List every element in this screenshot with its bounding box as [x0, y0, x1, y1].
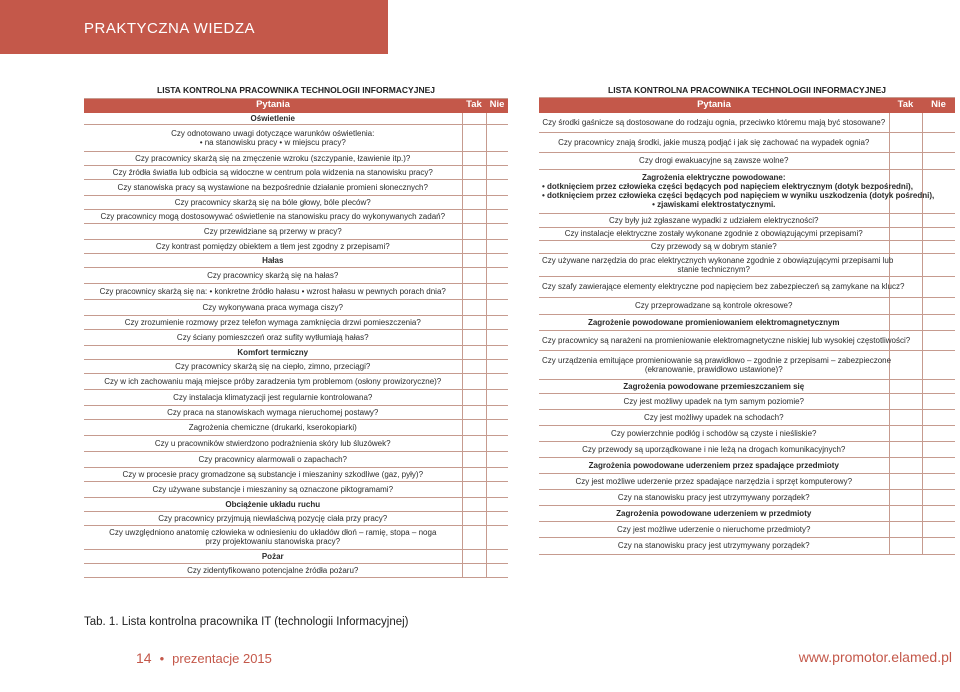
question-text: [539, 393, 889, 409]
section-heading: [539, 505, 889, 521]
question-row: [84, 525, 508, 549]
answer-yes-cell[interactable]: [889, 393, 922, 409]
question-line: Zagrożenie powodowane promieniowaniem elektromagnetycznym: [587, 317, 840, 327]
question-text: [539, 330, 911, 350]
answer-no-cell[interactable]: [486, 405, 508, 419]
question-text: [84, 209, 462, 223]
answer-yes-cell[interactable]: [889, 240, 922, 253]
answer-no-cell[interactable]: [486, 253, 508, 267]
answer-no-cell[interactable]: [922, 297, 955, 314]
question-row: [84, 165, 508, 179]
footer-bullet: •: [159, 651, 165, 666]
question-text: [539, 276, 905, 297]
answer-no-cell[interactable]: [486, 112, 508, 124]
section-row: [84, 253, 508, 267]
question-row: [84, 239, 508, 253]
answer-yes-cell[interactable]: [462, 165, 486, 179]
question-row: [84, 315, 508, 329]
answer-yes-cell[interactable]: [462, 525, 486, 549]
question-row: [84, 151, 508, 165]
question-text: [539, 537, 889, 554]
question-row: [539, 393, 955, 409]
question-text: [539, 132, 889, 152]
question-line: Zagrożenia elektryczne powodowane:: [641, 173, 786, 182]
publication-name: prezentacje 2015: [172, 651, 272, 666]
question-row: [84, 329, 508, 345]
question-text: [84, 525, 462, 549]
question-row: [84, 195, 508, 209]
question-line: Zagrożenia powodowane przemieszczaniem się: [623, 381, 805, 391]
question-line: • zjawiskami elektrostatycznymi.: [652, 200, 776, 209]
question-row: [539, 240, 955, 253]
table-title-row: [539, 84, 955, 97]
question-row: [84, 373, 508, 389]
question-line: Czy urządzenia emitujące promieniowanie są prawidłowo – zgodnie z przepisami – zabezpieczone: [542, 355, 892, 365]
question-line: Czy powierzchnie podłóg i schodów są czyste i nieśliskie?: [611, 428, 817, 438]
answer-no-cell[interactable]: [486, 511, 508, 525]
question-row: [84, 451, 508, 467]
question-line: Czy przewody są uporządkowane i nie leżą na drogach komunikacyjnych?: [582, 444, 846, 454]
question-row: [539, 297, 955, 314]
section-heading: [539, 169, 935, 213]
answer-yes-cell[interactable]: [462, 435, 486, 451]
answer-yes-cell[interactable]: [462, 124, 486, 151]
question-line: Czy przewody są w dobrym stanie?: [650, 242, 777, 251]
answer-yes-cell[interactable]: [462, 253, 486, 267]
question-row: [84, 299, 508, 315]
answer-yes-cell[interactable]: [462, 299, 486, 315]
answer-no-cell[interactable]: [922, 227, 955, 240]
answer-yes-cell[interactable]: [462, 267, 486, 283]
question-text: [539, 297, 889, 314]
checklist-table-left: [84, 84, 508, 578]
question-row: [539, 425, 955, 441]
question-text: [539, 425, 889, 441]
question-text: [84, 151, 462, 165]
answer-no-cell[interactable]: [922, 537, 955, 554]
question-text: [84, 124, 462, 151]
question-row: [84, 267, 508, 283]
question-line: Czy źródła światła lub odbicia są widoczne w centrum pola widzenia na stanowisku pracy?: [112, 167, 433, 177]
question-text: [84, 451, 462, 467]
section-heading: [84, 345, 462, 359]
question-row: [84, 179, 508, 195]
question-line: • na stanowisku pracy • w miejscu pracy?: [199, 137, 346, 147]
question-text: [84, 511, 462, 525]
question-row: [84, 389, 508, 405]
question-row: [84, 124, 508, 151]
question-line: Czy u pracowników stwierdzono podrażnienia skóry lub śluzówek?: [154, 438, 391, 448]
question-line: Czy w procesie pracy gromadzone są substancje i mieszaniny szkodliwe (gaz, pyły)?: [122, 469, 424, 479]
question-line: Czy na stanowisku pracy jest utrzymywany porządek?: [617, 492, 810, 502]
question-text: [539, 350, 892, 379]
answer-yes-cell[interactable]: [462, 419, 486, 435]
answer-no-cell[interactable]: [486, 497, 508, 511]
question-text: [84, 283, 462, 299]
answer-yes-cell[interactable]: [462, 112, 486, 124]
question-line: Czy stanowiska pracy są wystawione na bezpośrednie działanie promieni słonecznych?: [117, 182, 428, 192]
question-line: Czy pracownicy skarżą się na: • konkretne źródło hałasu • wzrost hałasu w pewnych porach dnia?: [99, 286, 446, 296]
question-text: [84, 329, 462, 345]
question-text: [84, 419, 462, 435]
answer-yes-cell[interactable]: [462, 497, 486, 511]
answer-yes-cell[interactable]: [889, 152, 922, 169]
answer-no-cell[interactable]: [486, 329, 508, 345]
answer-no-cell[interactable]: [922, 473, 955, 489]
question-row: [84, 467, 508, 481]
question-line: Czy pracownicy znają środki, jakie muszą podjąć i jak się zachować na wypadek ognia?: [558, 137, 870, 147]
answer-yes-cell[interactable]: [462, 223, 486, 239]
section-row: [539, 457, 955, 473]
question-text: [539, 489, 889, 505]
table-header-row: [84, 98, 508, 112]
answer-no-cell[interactable]: [486, 451, 508, 467]
question-line: Czy pracownicy skarżą się na hałas?: [207, 270, 339, 280]
section-heading: [539, 314, 889, 330]
table-caption: Tab. 1. Lista kontrolna pracownika IT (technologii Informacyjnej): [84, 616, 409, 628]
question-text: [539, 253, 894, 276]
column-header-no: Nie: [486, 98, 508, 112]
section-title: PRAKTYCZNA WIEDZA: [84, 20, 256, 37]
section-heading: [539, 457, 889, 473]
question-row: [84, 563, 508, 577]
question-line: Czy pracownicy są narażeni na promieniowanie elektromagnetyczne niskiej lub wysokiej częstotliwości?: [542, 335, 911, 345]
question-line: • dotknięciem przez człowieka części będących pod napięciem w wyniku uszkodzenia (dotyk pośredni),: [542, 191, 935, 200]
question-line: Czy pracownicy przyjmują niewłaściwą pozycję ciała przy pracy?: [158, 513, 388, 523]
question-text: [84, 373, 462, 389]
question-line: Zagrożenia powodowane uderzeniem przez spadające przedmioty: [588, 460, 839, 470]
question-line: Czy drogi ewakuacyjne są zawsze wolne?: [639, 156, 789, 165]
answer-no-cell[interactable]: [922, 379, 955, 393]
page-footer: [136, 650, 272, 666]
answer-yes-cell[interactable]: [462, 315, 486, 329]
question-row: [539, 152, 955, 169]
table-title: LISTA KONTROLNA PRACOWNIKA TECHNOLOGII INFORMACYJNEJ: [84, 84, 508, 98]
question-line: Czy pracownicy skarżą się na zmęczenie wzroku (szczypanie, łzawienie itp.)?: [135, 153, 411, 163]
question-line: Czy używane substancje i mieszaniny są oznaczone piktogramami?: [152, 484, 394, 494]
question-text: [539, 213, 889, 227]
answer-yes-cell[interactable]: [889, 537, 922, 554]
answer-no-cell[interactable]: [486, 179, 508, 195]
question-line: stanie technicznym?: [677, 264, 750, 274]
answer-no-cell[interactable]: [486, 359, 508, 373]
answer-no-cell[interactable]: [922, 314, 955, 330]
answer-no-cell[interactable]: [486, 419, 508, 435]
question-line: Czy w ich zachowaniu mają miejsce próby zaradzenia tym problemom (osłony prowizoryczne)?: [104, 376, 442, 386]
answer-no-cell[interactable]: [922, 350, 955, 379]
answer-no-cell[interactable]: [922, 276, 955, 297]
question-line: Czy pracownicy alarmowali o zapachach?: [198, 454, 347, 464]
section-row: [84, 549, 508, 563]
answer-no-cell[interactable]: [922, 240, 955, 253]
question-text: [84, 563, 462, 577]
answer-yes-cell[interactable]: [889, 457, 922, 473]
question-row: [539, 112, 955, 132]
answer-no-cell[interactable]: [486, 267, 508, 283]
question-row: [539, 350, 955, 379]
section-row: [84, 497, 508, 511]
answer-no-cell[interactable]: [486, 124, 508, 151]
website-url[interactable]: www.promotor.elamed.pl: [798, 649, 952, 665]
answer-yes-cell[interactable]: [889, 253, 922, 276]
answer-yes-cell[interactable]: [462, 467, 486, 481]
question-line: przy projektowaniu stanowiska pracy?: [205, 537, 341, 546]
question-text: [539, 441, 889, 457]
section-heading: [539, 379, 889, 393]
question-line: Czy wykonywana praca wymaga ciszy?: [202, 302, 343, 312]
question-row: [539, 276, 955, 297]
question-row: [539, 473, 955, 489]
question-line: Czy uwzględniono anatomię człowieka w odniesieniu do układów dłoń – ramię, stopa – noga: [109, 528, 437, 537]
question-row: [84, 419, 508, 435]
answer-yes-cell[interactable]: [889, 314, 922, 330]
answer-yes-cell[interactable]: [889, 505, 922, 521]
question-line: Czy kontrast pomiędzy obiektem a tłem jest zgodny z przepisami?: [155, 241, 390, 251]
answer-no-cell[interactable]: [922, 152, 955, 169]
answer-no-cell[interactable]: [486, 373, 508, 389]
answer-no-cell[interactable]: [922, 253, 955, 276]
question-line: Czy pracownicy mogą dostosowywać oświetlenie na stanowisku pracy do wykonywanych zadań?: [100, 211, 446, 221]
answer-no-cell[interactable]: [486, 239, 508, 253]
answer-no-cell[interactable]: [486, 563, 508, 577]
table-title: LISTA KONTROLNA PRACOWNIKA TECHNOLOGII INFORMACYJNEJ: [539, 84, 955, 97]
question-line: Czy pracownicy skarżą się na bóle głowy, bóle pleców?: [174, 197, 371, 207]
answer-no-cell[interactable]: [922, 489, 955, 505]
answer-no-cell[interactable]: [922, 112, 955, 132]
section-row: [539, 314, 955, 330]
question-row: [84, 481, 508, 497]
question-line: Czy instalacja klimatyzacji jest regularnie kontrolowana?: [173, 392, 373, 402]
answer-yes-cell[interactable]: [889, 425, 922, 441]
question-text: [84, 481, 462, 497]
question-text: [84, 223, 462, 239]
section-heading: [84, 497, 462, 511]
answer-no-cell[interactable]: [486, 481, 508, 497]
question-line: Czy instalacje elektryczne zostały wykonane zgodnie z obowiązującymi przepisami?: [564, 229, 863, 238]
question-text: [539, 240, 889, 253]
section-row: [84, 112, 508, 124]
question-text: [84, 315, 462, 329]
answer-yes-cell[interactable]: [889, 350, 922, 379]
question-row: [84, 283, 508, 299]
question-text: [539, 409, 889, 425]
question-text: [84, 267, 462, 283]
answer-no-cell[interactable]: [922, 457, 955, 473]
question-line: Czy jest możliwe uderzenie o nieruchome przedmioty?: [617, 524, 811, 534]
column-header-yes: Tak: [462, 98, 486, 112]
answer-yes-cell[interactable]: [462, 549, 486, 563]
answer-yes-cell[interactable]: [462, 239, 486, 253]
section-heading: [84, 253, 462, 267]
question-line: Pożar: [261, 551, 284, 561]
question-text: [539, 521, 889, 537]
question-line: Czy przeprowadzane są kontrole okresowe?: [635, 301, 793, 310]
question-line: • dotknięciem przez człowieka części będących pod napięciem elektrycznym (dotyk bezpośredni),: [542, 182, 913, 191]
question-line: Czy zrozumienie rozmowy przez telefon wymaga zamknięcia drzwi pomieszczenia?: [124, 317, 421, 327]
question-line: Zagrożenia chemiczne (drukarki, kserokopiarki): [188, 422, 357, 432]
answer-yes-cell[interactable]: [462, 151, 486, 165]
question-text: [84, 195, 462, 209]
question-line: Zagrożenia powodowane uderzeniem w przedmioty: [616, 508, 812, 518]
question-line: Oświetlenie: [250, 113, 295, 123]
question-text: [84, 467, 462, 481]
question-line: Czy na stanowisku pracy jest utrzymywany porządek?: [617, 541, 810, 550]
answer-yes-cell[interactable]: [462, 511, 486, 525]
answer-no-cell[interactable]: [922, 409, 955, 425]
question-text: [539, 112, 889, 132]
answer-yes-cell[interactable]: [889, 379, 922, 393]
question-line: Czy używane narzędzia do prac elektrycznych wykonane zgodnie z obowiązującymi przepisami lub: [542, 255, 894, 265]
section-heading: [84, 549, 462, 563]
question-line: Czy jest możliwy upadek na tym samym poziomie?: [623, 396, 804, 406]
question-row: [84, 435, 508, 451]
question-line: Czy przewidziane są przerwy w pracy?: [203, 226, 342, 236]
answer-no-cell[interactable]: [922, 521, 955, 537]
table-title-row: [84, 84, 508, 98]
answer-yes-cell[interactable]: [889, 489, 922, 505]
section-row: [539, 505, 955, 521]
answer-no-cell[interactable]: [486, 195, 508, 209]
question-line: Hałas: [262, 255, 284, 265]
answer-yes-cell[interactable]: [462, 209, 486, 223]
answer-no-cell[interactable]: [922, 505, 955, 521]
section-header-bar: [0, 0, 388, 54]
answer-no-cell[interactable]: [486, 165, 508, 179]
question-text: [84, 299, 462, 315]
answer-yes-cell[interactable]: [889, 409, 922, 425]
answer-no-cell[interactable]: [486, 467, 508, 481]
question-line: Czy były już zgłaszane wypadki z udziałem elektryczności?: [609, 215, 819, 225]
question-line: Czy ściany pomieszczeń oraz sufity wytłumiają hałas?: [176, 332, 369, 342]
question-line: Czy praca na stanowiskach wymaga nieruchomej postawy?: [167, 407, 379, 417]
answer-yes-cell[interactable]: [889, 521, 922, 537]
column-header-questions: Pytania: [539, 97, 889, 112]
question-text: [539, 473, 889, 489]
answer-no-cell[interactable]: [486, 209, 508, 223]
question-line: Czy zidentyfikowano potencjalne źródła pożaru?: [187, 565, 359, 575]
question-row: [84, 405, 508, 419]
column-header-yes: Tak: [889, 97, 922, 112]
answer-yes-cell[interactable]: [462, 451, 486, 467]
question-line: Czy jest możliwe uderzenie przez spadające narzędzia i sprzęt komputerowy?: [575, 476, 853, 486]
question-row: [539, 253, 955, 276]
answer-yes-cell[interactable]: [889, 441, 922, 457]
answer-no-cell[interactable]: [922, 441, 955, 457]
answer-yes-cell[interactable]: [889, 297, 922, 314]
answer-yes-cell[interactable]: [462, 329, 486, 345]
answer-no-cell[interactable]: [486, 389, 508, 405]
answer-yes-cell[interactable]: [462, 283, 486, 299]
question-line: Czy pracownicy skarżą się na ciepło, zimno, przeciągi?: [175, 361, 371, 371]
answer-no-cell[interactable]: [486, 151, 508, 165]
question-row: [539, 537, 955, 554]
answer-yes-cell[interactable]: [462, 373, 486, 389]
question-row: [539, 330, 955, 350]
question-text: [539, 152, 889, 169]
answer-no-cell[interactable]: [922, 213, 955, 227]
question-line: Czy środki gaśnicze są dostosowane do rodzaju ognia, przeciwko któremu mają być stosowane?: [542, 117, 886, 127]
answer-no-cell[interactable]: [486, 525, 508, 549]
section-heading: [84, 112, 462, 124]
answer-yes-cell[interactable]: [889, 132, 922, 152]
question-line: Komfort termiczny: [237, 347, 309, 357]
question-row: [84, 223, 508, 239]
section-row: [84, 345, 508, 359]
column-header-no: Nie: [922, 97, 955, 112]
question-row: [539, 489, 955, 505]
answer-no-cell[interactable]: [486, 549, 508, 563]
answer-no-cell[interactable]: [486, 345, 508, 359]
question-line: Czy jest możliwy upadek na schodach?: [643, 412, 784, 422]
answer-no-cell[interactable]: [486, 283, 508, 299]
answer-yes-cell[interactable]: [462, 481, 486, 497]
answer-yes-cell[interactable]: [889, 227, 922, 240]
question-text: [84, 389, 462, 405]
answer-yes-cell[interactable]: [889, 473, 922, 489]
question-row: [539, 521, 955, 537]
question-row: [84, 511, 508, 525]
answer-yes-cell[interactable]: [462, 405, 486, 419]
answer-yes-cell[interactable]: [462, 563, 486, 577]
answer-no-cell[interactable]: [486, 223, 508, 239]
question-line: Czy odnotowano uwagi dotyczące warunków oświetlenia:: [171, 128, 375, 138]
checklist-table-right: [539, 84, 955, 555]
question-text: [84, 405, 462, 419]
answer-yes-cell[interactable]: [889, 213, 922, 227]
section-row: [539, 169, 955, 213]
page-number: 14: [136, 650, 152, 666]
answer-yes-cell[interactable]: [462, 359, 486, 373]
question-line: (ekranowanie, prawidłowo ustawione)?: [644, 364, 783, 374]
answer-yes-cell[interactable]: [462, 345, 486, 359]
answer-no-cell[interactable]: [922, 425, 955, 441]
answer-no-cell[interactable]: [486, 315, 508, 329]
question-row: [539, 409, 955, 425]
question-text: [84, 179, 462, 195]
question-text: [84, 165, 462, 179]
answer-no-cell[interactable]: [922, 330, 955, 350]
question-text: [84, 359, 462, 373]
question-line: Czy szafy zawierające elementy elektryczne pod napięciem bez zabezpieczeń są zamykane na klucz?: [542, 282, 905, 291]
answer-yes-cell[interactable]: [462, 389, 486, 405]
question-row: [539, 227, 955, 240]
section-row: [539, 379, 955, 393]
answer-no-cell[interactable]: [922, 393, 955, 409]
answer-no-cell[interactable]: [486, 435, 508, 451]
answer-no-cell[interactable]: [486, 299, 508, 315]
column-header-questions: Pytania: [84, 98, 462, 112]
table-header-row: [539, 97, 955, 112]
question-row: [84, 359, 508, 373]
answer-yes-cell[interactable]: [889, 112, 922, 132]
question-row: [539, 213, 955, 227]
question-line: Obciążenie układu ruchu: [225, 499, 321, 509]
question-row: [84, 209, 508, 223]
question-row: [539, 132, 955, 152]
answer-yes-cell[interactable]: [462, 195, 486, 209]
question-row: [539, 441, 955, 457]
question-text: [84, 435, 462, 451]
answer-no-cell[interactable]: [922, 132, 955, 152]
question-text: [84, 239, 462, 253]
answer-yes-cell[interactable]: [462, 179, 486, 195]
question-text: [539, 227, 889, 240]
